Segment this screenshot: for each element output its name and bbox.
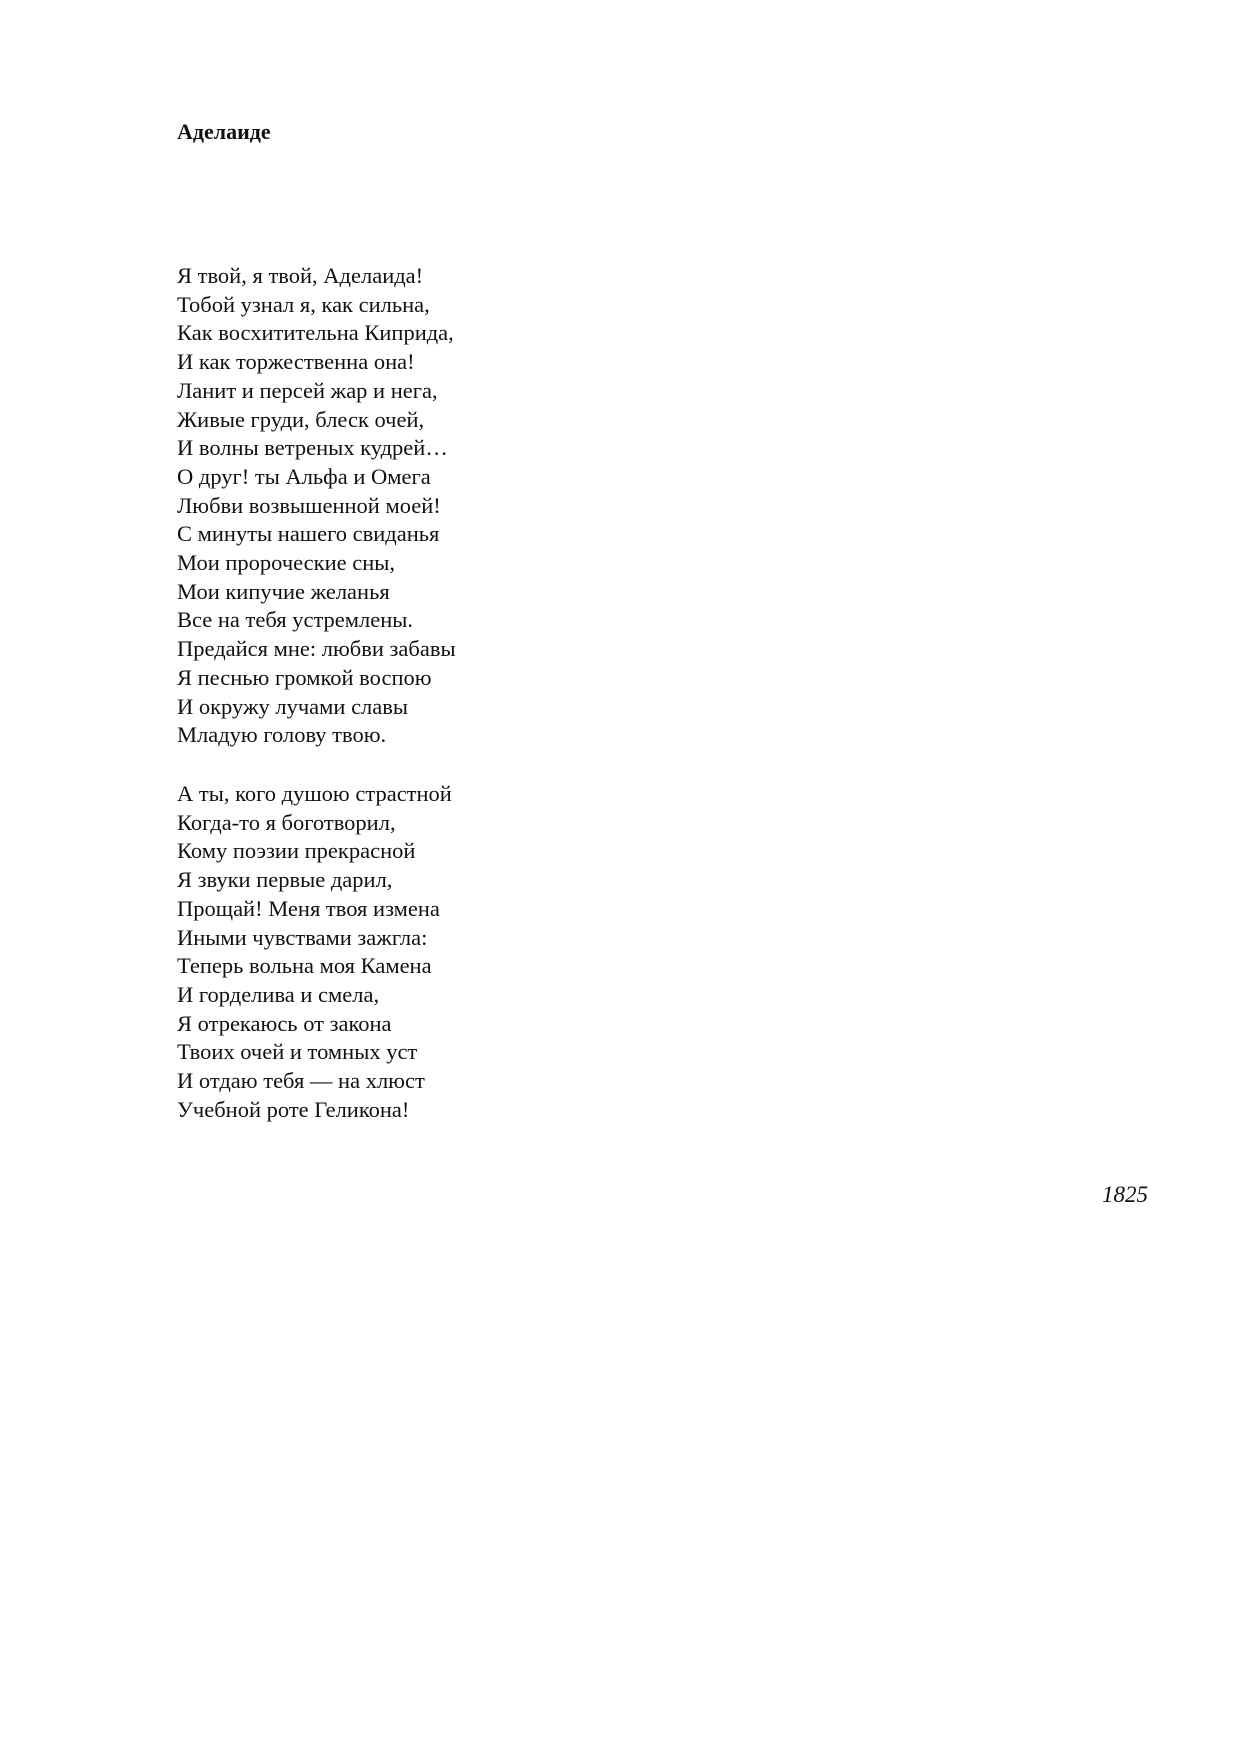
poem-line: Учебной роте Геликона! xyxy=(177,1096,410,1122)
poem-date: 1825 xyxy=(1102,1182,1148,1207)
poem-line: Кому поэзии прекрасной xyxy=(177,838,416,864)
poem-line: Мои кипучие желанья xyxy=(177,578,390,604)
poem-line: О друг! ты Альфа и Омега xyxy=(177,463,431,489)
poem-line: Я твой, я твой, Аделаида! xyxy=(177,263,424,288)
poem-line: Когда-то я боготворил, xyxy=(177,809,396,835)
poem-line: И волны ветреных кудрей… xyxy=(177,435,448,461)
poem-line: И отдаю тебя — на хлюст xyxy=(177,1068,425,1094)
poem-title: Аделаиде xyxy=(177,119,271,144)
poem-line: Младую голову твою. xyxy=(177,722,387,748)
poem-line: Ланит и персей жар и нега, xyxy=(177,377,438,403)
poem-line: Теперь вольна моя Камена xyxy=(177,953,432,979)
poem-line: Иными чувствами зажгла: xyxy=(177,924,428,950)
poem-line: Все на тебя устремлены. xyxy=(177,607,414,633)
poem-line: А ты, кого душою страстной xyxy=(177,781,452,806)
stanza-2 xyxy=(177,780,452,1124)
poem-line: Твоих очей и томных уст xyxy=(177,1039,418,1065)
poem-line: Я отрекаюсь от закона xyxy=(177,1010,392,1036)
poem-line: Я звуки первые дарил, xyxy=(177,867,393,893)
poem-line: Я песнью громкой воспою xyxy=(177,664,432,690)
poem-line: Мои пророческие сны, xyxy=(177,550,396,576)
poem-line: Живые груди, блеск очей, xyxy=(177,406,425,432)
poem-line: И окружу лучами славы xyxy=(177,693,409,719)
poem-line: Прощай! Меня твоя измена xyxy=(177,895,440,921)
poem-line: И горделива и смела, xyxy=(177,981,380,1007)
poem-line: Тобой узнал я, как сильна, xyxy=(177,291,430,317)
poem-line: Любви возвышенной моей! xyxy=(177,492,441,518)
poem-line: Как восхитительна Киприда, xyxy=(177,320,454,346)
poem-line: С минуты нашего свиданья xyxy=(177,521,440,547)
stanza-1 xyxy=(177,262,456,750)
poem-line: И как торжественна она! xyxy=(177,349,415,375)
poem-line: Предайся мне: любви забавы xyxy=(177,636,456,662)
